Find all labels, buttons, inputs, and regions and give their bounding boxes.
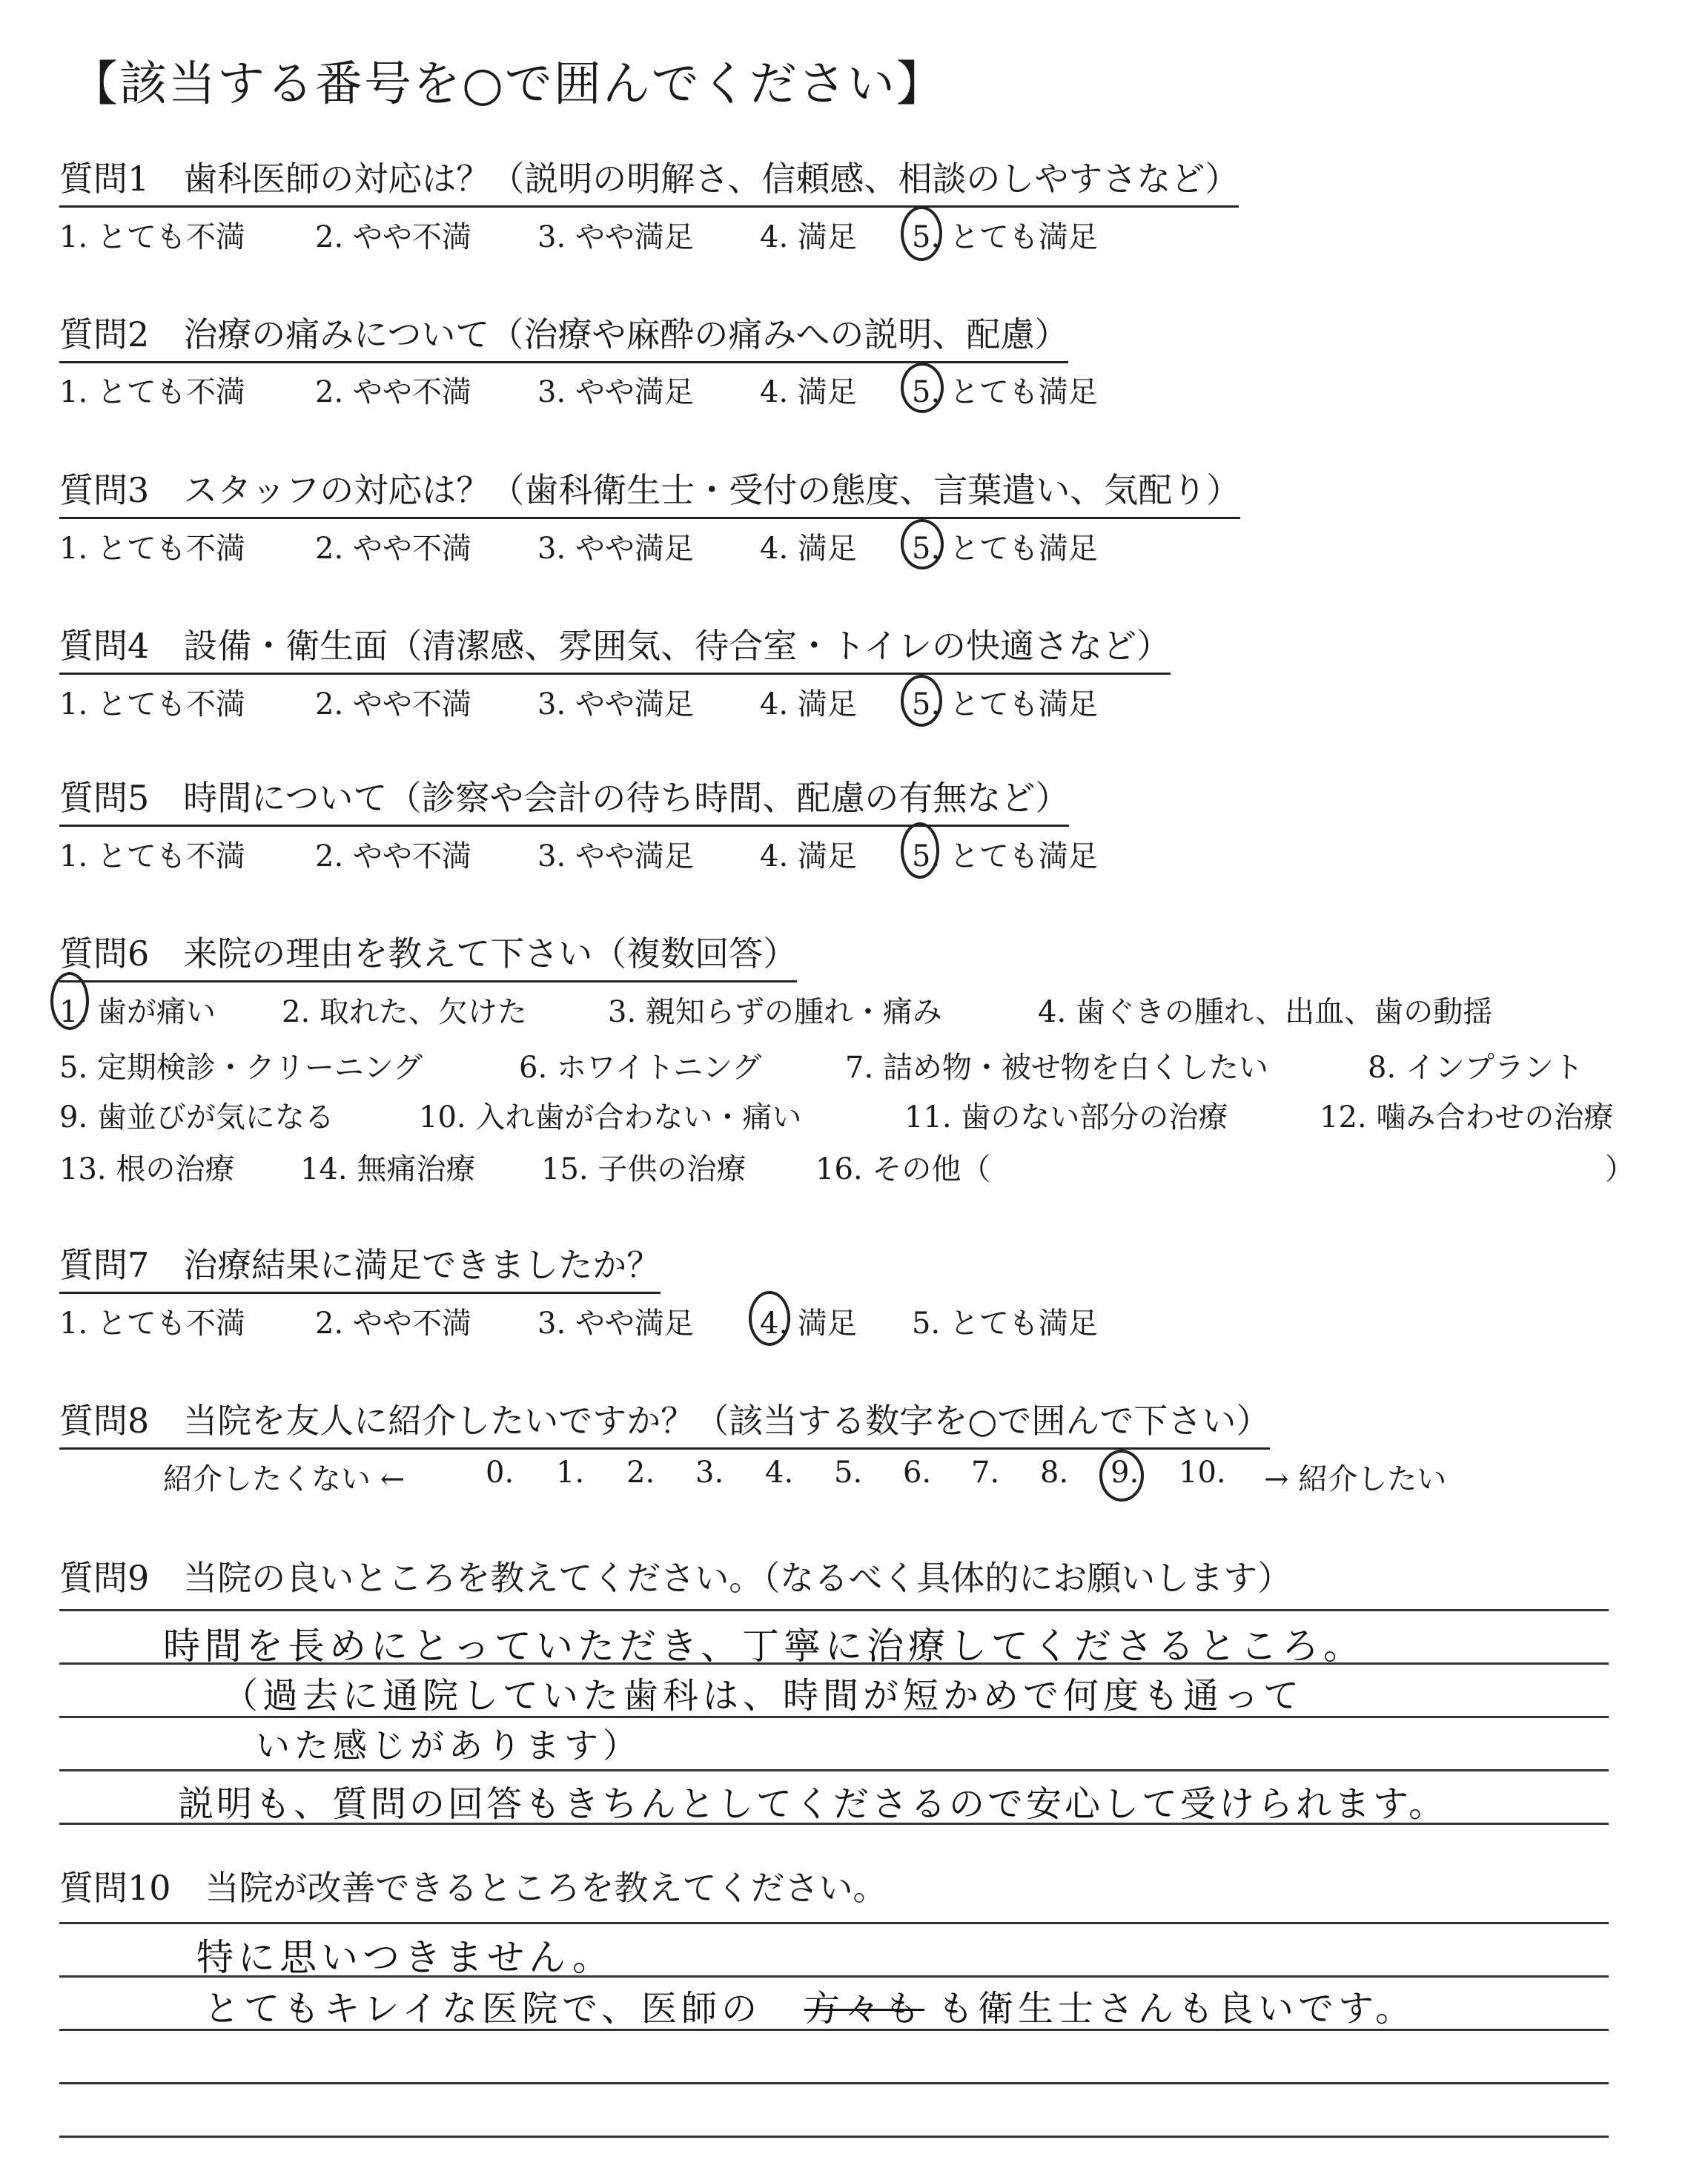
question-8 [59,1394,1270,1450]
reason-option[interactable]: 11. 歯のない部分の治療 [904,1100,1228,1135]
option-4[interactable]: 4. 満足 [760,687,857,721]
reason-option[interactable]: 8. インプラント [1368,1051,1583,1085]
reason-option[interactable]: 12. 噛み合わせの治療 [1320,1100,1614,1135]
question-6-row-3 [59,1094,1675,1135]
option-5[interactable]: 5. とても満足 [912,839,1098,873]
option-1[interactable]: 1. とても不満 [59,220,245,254]
reason-option[interactable]: 14. 無痛治療 [300,1152,476,1186]
q10-answer-line-1: 特に思いつきません。 [196,1936,614,1979]
answer-rule [59,1609,1609,1611]
question-1-options [59,214,1245,254]
question-9-title: 質問9 当院の良いところを教えてください。（なるべく具体的にお願いします） [59,1558,1292,1598]
question-4 [59,619,1171,675]
option-3[interactable]: 3. やや満足 [537,375,694,409]
option-4[interactable]: 4. 満足 [760,220,857,254]
question-10-title: 質問10 当院が改善できるところを教えてください。 [59,1868,887,1908]
question-3 [59,463,1240,519]
question-4-options [59,681,1245,721]
question-2-options [59,369,1245,409]
reason-option[interactable]: 10. 入れ歯が合わない・痛い [419,1100,802,1135]
answer-rule [59,1769,1609,1771]
option-2[interactable]: 2. やや不満 [315,220,471,254]
question-3-options [59,525,1245,566]
q9-answer-line-1: 時間を長めにとっていただき、丁寧に治療してくださるところ。 [163,1625,1365,1668]
option-2[interactable]: 2. やや不満 [315,687,471,721]
option-4[interactable]: 4. 満足 [760,532,857,566]
score-10[interactable]: 10. [1179,1456,1226,1490]
reason-option[interactable]: 6. ホワイトニング [519,1051,762,1085]
question-7-options [59,1300,1245,1341]
option-3[interactable]: 3. やや満足 [537,687,694,721]
reason-option[interactable]: 13. 根の治療 [59,1152,235,1186]
option-3[interactable]: 3. やや満足 [537,1307,694,1341]
option-3[interactable]: 3. やや満足 [537,839,694,873]
option-1[interactable]: 1. とても不満 [59,532,245,566]
reason-option[interactable]: 2. 取れた、欠けた [282,995,527,1029]
q9-answer-line-3: いた感じがあります） [256,1725,641,1766]
q9-answer-line-4: 説明も、質問の回答もきちんとしてくださるので安心して受けられます。 [178,1783,1448,1825]
option-1[interactable]: 1. とても不満 [59,375,245,409]
question-5 [59,771,1069,827]
question-3-title: 質問3 スタッフの対応は？（歯科衛生士・受付の態度、言葉遣い、気配り） [59,463,1240,519]
question-6 [59,927,797,982]
option-2[interactable]: 2. やや不満 [315,1307,471,1341]
reason-option[interactable]: 7. 詰め物・被せ物を白くしたい [845,1051,1268,1085]
option-4[interactable]: 4. 満足 [760,375,857,409]
option-5[interactable]: 5. とても満足 [912,687,1098,721]
question-6-title: 質問6 来院の理由を教えて下さい（複数回答） [59,927,797,982]
score-1[interactable]: 1. [556,1456,585,1490]
score-7[interactable]: 7. [971,1456,1000,1490]
score-5[interactable]: 5. [834,1456,863,1490]
scale-left-label: 紹介したくない ← [163,1462,406,1496]
option-5[interactable]: 5. とても満足 [912,220,1098,254]
option-3[interactable]: 3. やや満足 [537,532,694,566]
q10-answer-line-2: とてもキレイな医院で、医師の [204,1988,762,2029]
reason-option[interactable]: 1. 歯が痛い [59,995,216,1029]
question-6-row-1 [59,988,1675,1027]
question-8-title: 質問8 当院を友人に紹介したいですか？（該当する数字を○で囲んで下さい） [59,1394,1270,1450]
q10-struck-text: 方々も [804,1988,925,2029]
reason-option[interactable]: 4. 歯ぐきの腫れ、出血、歯の動揺 [1038,995,1493,1029]
score-3[interactable]: 3. [695,1456,724,1490]
option-5[interactable]: 5. とても満足 [912,1307,1098,1341]
question-1 [59,152,1239,208]
score-0[interactable]: 0. [486,1456,514,1490]
option-2[interactable]: 2. やや不満 [315,532,471,566]
question-9 [59,1551,1291,1605]
question-2 [59,308,1068,363]
option-3[interactable]: 3. やや満足 [537,220,694,254]
other-close-paren: ） [1605,1152,1635,1186]
option-5[interactable]: 5. とても満足 [912,375,1098,409]
question-1-title: 質問1 歯科医師の対応は？（説明の明解さ、信頼感、相談のしやすさなど） [59,152,1239,208]
reason-option-other[interactable]: 16. その他（ [815,1152,991,1186]
option-1[interactable]: 1. とても不満 [59,1307,245,1341]
option-2[interactable]: 2. やや不満 [315,375,471,409]
question-2-title: 質問2 治療の痛みについて（治療や麻酔の痛みへの説明、配慮） [59,308,1068,363]
reason-option[interactable]: 5. 定期検診・クリーニング [59,1051,423,1085]
question-5-options [59,833,1245,873]
question-7 [59,1238,661,1294]
reason-option[interactable]: 15. 子供の治療 [541,1152,747,1186]
score-6[interactable]: 6. [903,1456,932,1490]
question-7-title: 質問7 治療結果に満足できましたか？ [59,1238,661,1294]
question-4-title: 質問4 設備・衛生面（清潔感、雰囲気、待合室・トイレの快適さなど） [59,619,1171,675]
option-2[interactable]: 2. やや不満 [315,839,471,873]
score-9[interactable]: 9. [1110,1456,1139,1490]
q9-answer-line-2: （過去に通院していた歯科は、時間が短かめで何度も通って [222,1675,1304,1717]
answer-rule [59,1922,1609,1924]
question-8-scale [163,1456,1497,1494]
option-1[interactable]: 1. とても不満 [59,687,245,721]
answer-rule [59,2082,1609,2084]
question-6-row-2 [59,1044,1675,1083]
option-4[interactable]: 4. 満足 [760,1307,857,1341]
score-4[interactable]: 4. [765,1456,794,1490]
score-8[interactable]: 8. [1040,1456,1069,1490]
question-10 [59,1861,887,1915]
question-6-row-4 [59,1146,1675,1184]
q10-answer-line-2-cont: も衛生士さんも良いです。 [938,1988,1416,2029]
option-5[interactable]: 5. とても満足 [912,532,1098,566]
reason-option[interactable]: 9. 歯並びが気になる [59,1100,334,1135]
page-title: 【該当する番号を○で囲んでください】 [70,57,945,112]
reason-option[interactable]: 3. 親知らずの腫れ・痛み [608,995,942,1029]
answer-rule [59,2136,1609,2138]
question-5-title: 質問5 時間について（診察や会計の待ち時間、配慮の有無など） [59,771,1069,827]
option-4[interactable]: 4. 満足 [760,839,857,873]
scale-right-label: → 紹介したい [1264,1462,1447,1496]
score-2[interactable]: 2. [626,1456,655,1490]
option-1[interactable]: 1. とても不満 [59,839,245,873]
